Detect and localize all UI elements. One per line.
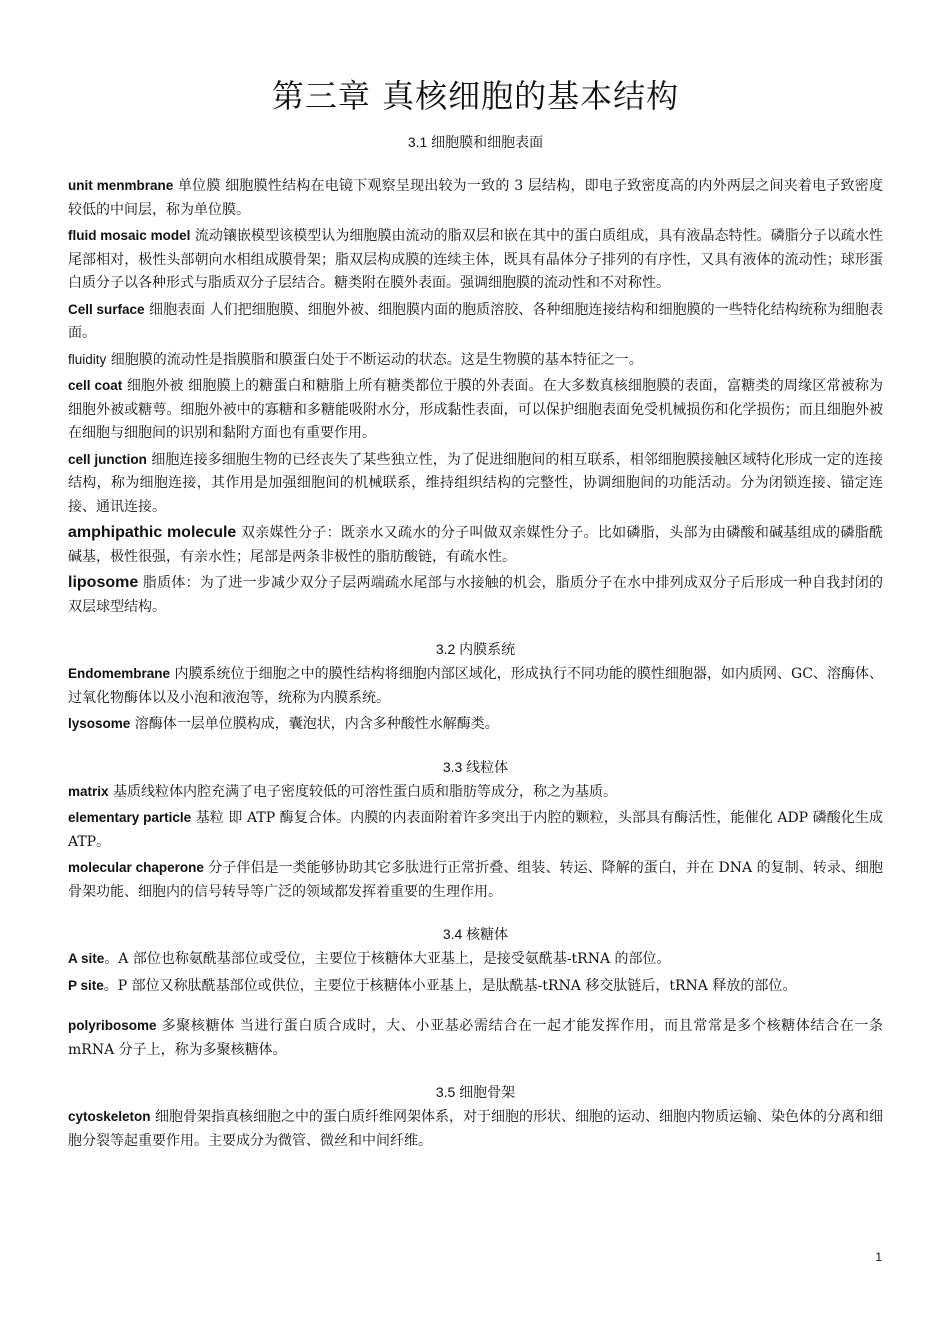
entry-term: polyribosome	[68, 1018, 157, 1033]
glossary-entry	[68, 974, 883, 999]
entry-term: elementary particle	[68, 810, 192, 825]
entry-definition: 基质线粒体内腔充满了电子密度较低的可溶性蛋白质和脂肪等成分，称之为基质。	[108, 783, 617, 800]
glossary-entry	[68, 712, 883, 737]
entry-definition: 。A 部位也称氨酰基部位或受位，主要位于核糖体大亚基上，是接受氨酰基-tRNA 的部位。	[104, 951, 671, 967]
entry-definition: 。P 部位又称肽酰基部位或供位，主要位于核糖体小亚基上，是肽酰基-tRNA 移交肽链后，tRNA 释放的部位。	[103, 977, 797, 994]
page-title: 第三章 真核细胞的基本结构	[271, 77, 680, 115]
entry-term: cell coat	[68, 378, 123, 393]
glossary-entry	[68, 448, 883, 520]
glossary-entry	[68, 662, 883, 710]
entry-definition: 内膜系统位于细胞之中的膜性结构将细胞内部区域化，形成执行不同功能的膜性细胞器，如内质网、GC、溶酶体、过氧化物酶体以及小泡和液泡等，统称为内膜系统。	[68, 666, 883, 706]
glossary-entry	[68, 521, 883, 569]
glossary-entry	[68, 571, 883, 619]
entry-term: Endomembrane	[68, 666, 171, 681]
entry-term: amphipathic molecule	[68, 524, 237, 541]
glossary-entry	[68, 224, 883, 296]
section-heading: 3.1 细胞膜和细胞表面	[407, 134, 544, 150]
entry-term: liposome	[68, 574, 139, 591]
entry-definition: 细胞连接多细胞生物的已经丧失了某些独立性，为了促进细胞间的相互联系，相邻细胞膜接触区域特化形成一定的连接结构，称为细胞连接，其作用是加强细胞间的机械联系，维持组织结构的完整性，协调细胞间的功能活动。分为闭锁连接、锚定连接、通讯连接。	[68, 451, 884, 515]
spacer	[68, 1000, 883, 1014]
entry-definition: 单位膜 细胞膜性结构在电镜下观察呈现出较为一致的 3 层结构，即电子致密度高的内外两层之间夹着电子致密度较低的中间层，称为单位膜。	[68, 178, 883, 218]
glossary-entry	[68, 1014, 883, 1062]
glossary-entry	[68, 374, 883, 446]
entry-term: cell junction	[68, 451, 147, 467]
entry-term: fluid mosaic model	[68, 228, 191, 243]
entry-definition: 基粒 即 ATP 酶复合体。内膜的内表面附着许多突出于内腔的颗粒，头部具有酶活性，能催化 ADP 磷酸化生成 ATP。	[68, 810, 883, 850]
section-heading: 3.3 线粒体	[442, 758, 509, 775]
entry-term: matrix	[68, 783, 109, 799]
section-heading: 3.5 细胞骨架	[435, 1084, 516, 1100]
glossary-entry	[68, 1105, 883, 1153]
entry-definition: 双亲媒性分子：既亲水又疏水的分子叫做双亲媒性分子。比如磷脂，头部为由磷酸和碱基组成的磷脂酰碱基，极性很强，有亲水性；尾部是两条非极性的脂肪酸链，有疏水性。	[68, 525, 883, 565]
entry-definition: 溶酶体一层单位膜构成，囊泡状，内含多种酸性水解酶类。	[130, 716, 499, 732]
entry-definition: 流动镶嵌模型该模型认为细胞膜由流动的脂双层和嵌在其中的蛋白质组成，具有液晶态特性。磷脂分子以疏水性尾部相对，极性头部朝向水相组成膜骨架；脂双层构成膜的连续主体，既具有晶体分子排列的有序性，又具有液体的流动性；球形蛋白质分子以各种形式与脂质双分子层结合。糖类附在膜外表面。强调细胞膜的流动性和不对称性。	[68, 228, 883, 291]
entry-term: cytoskeleton	[68, 1109, 151, 1124]
section-heading: 3.4 核糖体	[442, 926, 509, 942]
entry-term: fluidity	[68, 351, 107, 367]
glossary-entry	[68, 298, 883, 346]
entry-definition: 细胞外被 细胞膜上的糖蛋白和糖脂上所有糖类都位于膜的外表面。在大多数真核细胞膜的表面，富糖类的周缘区常被称为细胞外被或糖萼。细胞外被中的寡糖和多糖能吸附水分，形成黏性表面，可以保护细胞表面免受机械损伤和化学损伤；而且细胞外被在细胞与细胞间的识别和黏附方面也有重要作用。	[68, 378, 883, 441]
page-number: 1	[875, 1250, 882, 1264]
entry-term: Cell surface	[68, 301, 145, 317]
section-heading: 3.2 内膜系统	[435, 641, 516, 657]
glossary-entry	[68, 806, 883, 854]
glossary-entry	[68, 174, 883, 222]
entry-term: A site	[68, 951, 105, 966]
entry-definition: 多聚核糖体 当进行蛋白质合成时，大、小亚基必需结合在一起才能发挥作用，而且常常是多个核糖体结合在一条 mRNA 分子上，称为多聚核糖体。	[68, 1018, 883, 1058]
glossary-entry	[68, 348, 883, 373]
entry-term: P site	[68, 977, 104, 993]
entry-term: molecular chaperone	[68, 860, 204, 875]
sections-container	[68, 132, 883, 1153]
entry-definition: 细胞表面 人们把细胞膜、细胞外被、细胞膜内面的胞质溶胶、各种细胞连接结构和细胞膜的一些特化结构统称为细胞表面。	[68, 301, 883, 341]
glossary-entry	[68, 856, 883, 904]
entry-definition: 细胞骨架指真核细胞之中的蛋白质纤维网架体系，对于细胞的形状、细胞的运动、细胞内物质运输、染色体的分离和细胞分裂等起重要作用。主要成分为微管、微丝和中间纤维。	[68, 1109, 883, 1149]
document-page	[68, 74, 883, 1155]
entry-definition: 脂质体：为了进一步减少双分子层两端疏水尾部与水接触的机会，脂质分子在水中排列成双分子后形成一种自我封闭的双层球型结构。	[68, 575, 883, 615]
glossary-entry	[68, 947, 883, 972]
entry-term: unit menmbrane	[68, 178, 174, 193]
glossary-entry	[68, 780, 883, 805]
entry-term: lysosome	[68, 716, 131, 731]
entry-definition: 细胞膜的流动性是指膜脂和膜蛋白处于不断运动的状态。这是生物膜的基本特征之一。	[106, 351, 643, 368]
entry-definition: 分子伴侣是一类能够协助其它多肽进行正常折叠、组装、转运、降解的蛋白，并在 DNA 的复制、转录、细胞骨架功能、细胞内的信号转导等广泛的领域都发挥着重要的生理作用。	[68, 860, 883, 900]
